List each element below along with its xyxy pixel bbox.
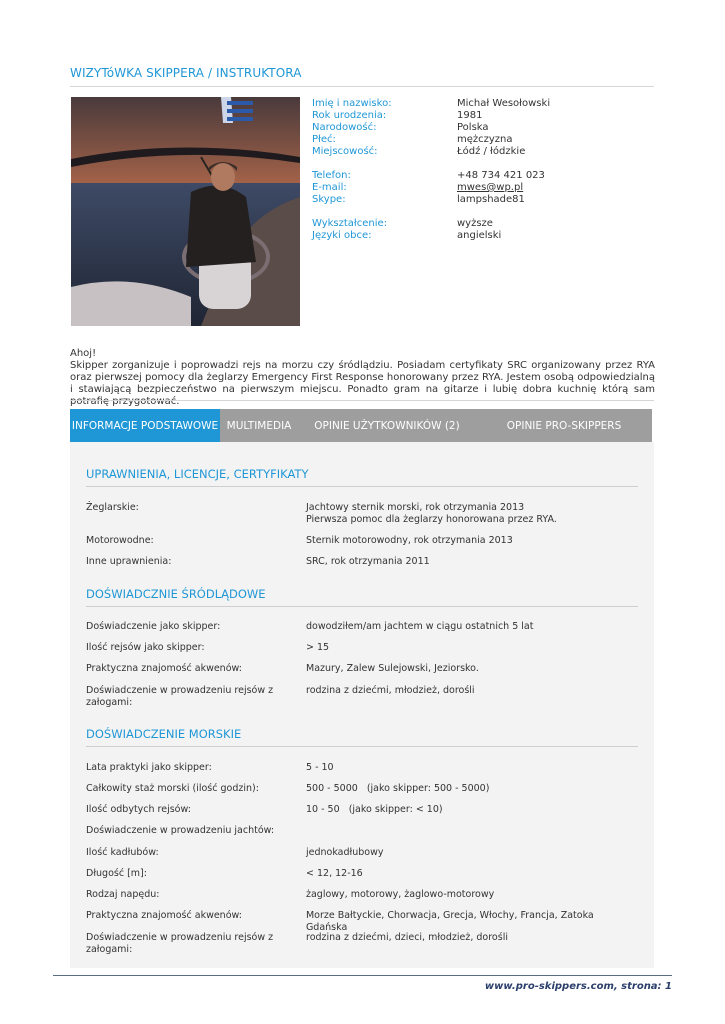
email-link[interactable]: mwes@wp.pl (457, 182, 524, 193)
row-value: rodzina z dziećmi, dzieci, młodzież, dorośli (306, 932, 508, 943)
row-value: Sternik motorowodny, rok otrzymania 2013 (306, 535, 513, 546)
row-label: Lata praktyki jako skipper: (86, 762, 212, 773)
row-value: SRC, rok otrzymania 2011 (306, 556, 430, 567)
row-value: rodzina z dziećmi, młodzież, dorośli (306, 685, 475, 696)
title-divider (70, 86, 654, 87)
field-label: Narodowość: (312, 122, 377, 133)
row-label: Ilość odbytych rejsów: (86, 804, 191, 815)
field-value: Łódź / łódzkie (457, 146, 526, 157)
field-label: Wykształcenie: (312, 218, 388, 229)
row-label: Ilość rejsów jako skipper: (86, 642, 205, 653)
row-value: Morze Bałtyckie, Chorwacja, Grecja, Włochy, Francja, Zatoka Gdańska (305, 910, 594, 933)
row-value-line: Pierwsza pomoc dla żeglarzy honorowana przez RYA. (306, 514, 557, 525)
row-value: 5 - 10 (306, 762, 334, 773)
data-row (86, 889, 638, 901)
data-row (86, 685, 638, 709)
row-value: jednokadłubowy (306, 847, 384, 858)
row-label: Doświadczenie jako skipper: (86, 621, 221, 632)
row-label: Praktyczna znajomość akwenów: (86, 663, 242, 674)
field-label: Miejscowość: (312, 146, 378, 157)
data-row (86, 847, 638, 859)
section-divider (86, 486, 638, 487)
field-value: +48 734 421 023 (457, 170, 545, 181)
tab-multimedia[interactable] (220, 409, 298, 442)
row-value: 10 - 50 (jako skipper: < 10) (306, 804, 443, 815)
tab-user-reviews[interactable] (298, 409, 476, 442)
data-row (86, 910, 638, 934)
footer-divider (53, 975, 672, 976)
field-label: Telefon: (312, 170, 351, 181)
field-label: Rok urodzenia: (312, 110, 387, 121)
intro-greeting: Ahoj! (70, 348, 97, 359)
field-gender (312, 134, 550, 146)
row-label: Długość [m]: (86, 868, 147, 879)
field-skype (312, 194, 550, 206)
tab-basic-info[interactable] (70, 409, 220, 442)
data-row (86, 932, 638, 956)
row-value-line: Jachtowy sternik morski, rok otrzymania 2013 (306, 502, 525, 513)
tab-bar (70, 409, 652, 442)
page-title: WIZYTóWKA SKIPPERA / INSTRUKTORA (70, 66, 302, 80)
field-phone (312, 170, 550, 182)
profile-photo (71, 97, 300, 326)
field-label: Skype: (312, 194, 346, 205)
data-row (86, 783, 638, 795)
section-title: DOŚWIADCZNIE ŚRÓDLĄDOWE (86, 587, 266, 601)
section-title: DOŚWIADCZENIE MORSKIE (86, 727, 242, 741)
intro-divider (70, 400, 654, 401)
row-value: dowodziłem/am jachtem w ciągu ostatnich 5 lat (306, 621, 534, 632)
section-sea (86, 727, 638, 747)
row-label: Rodzaj napędu: (86, 889, 160, 900)
data-row (86, 621, 638, 633)
row-label-line: załogami: (86, 944, 133, 955)
row-value (306, 502, 557, 526)
section-inland (86, 587, 638, 607)
data-row (86, 825, 638, 837)
tab-label: OPINIE PRO-SKIPPERS (506, 419, 622, 432)
data-row (86, 804, 638, 816)
field-label: E-mail: (312, 182, 347, 193)
data-row (86, 663, 638, 675)
info-panel (70, 442, 654, 968)
data-row (86, 868, 638, 880)
data-row (86, 556, 638, 568)
field-value: angielski (457, 230, 502, 241)
field-languages (312, 230, 550, 242)
data-row (86, 762, 638, 774)
field-value: Michał Wesołowski (457, 98, 551, 109)
field-value: Polska (457, 122, 489, 133)
row-value: < 12, 12-16 (306, 868, 363, 879)
row-label (86, 685, 306, 709)
intro-body: Skipper zorganizuje i poprowadzi rejs na morzu czy śródlądziu. Posiadam certyfikaty SRC organizowany przez RYA oraz pierwszej pomocy dla żeglarzy Emergency First Response honorowany przez RYA. Jestem osobą odpowiedzialną i stawiającą bezpieczeństwo na pierwszym miejscu. Ponadto gram na gitarze i lubię dobra kuchnię którą sam potrafię przygotować. (70, 360, 655, 407)
row-value: Mazury, Zalew Sulejowski, Jeziorsko. (306, 663, 479, 674)
field-city (312, 146, 550, 158)
section-licenses (86, 467, 638, 487)
field-value: lampshade81 (457, 194, 525, 205)
data-row (86, 535, 638, 547)
row-label: Inne uprawnienia: (86, 556, 172, 567)
field-birth-year (312, 110, 550, 122)
row-label (86, 932, 306, 956)
row-label: Ilość kadłubów: (86, 847, 159, 858)
row-label: Żeglarskie: (86, 502, 139, 513)
row-label: Praktyczna znajomość akwenów: (86, 910, 242, 921)
field-email (312, 182, 550, 194)
row-label-line: Doświadczenie w prowadzeniu rejsów z (86, 932, 274, 943)
row-label: Całkowity staż morski (ilość godzin): (86, 783, 259, 794)
tab-label: INFORMACJE PODSTAWOWE (71, 419, 219, 432)
row-value: 500 - 5000 (jako skipper: 500 - 5000) (306, 783, 490, 794)
row-label-line: Doświadczenie w prowadzeniu rejsów z (86, 685, 274, 696)
field-label: Języki obce: (312, 230, 372, 241)
row-label: Motorowodne: (86, 535, 154, 546)
field-label: Imię i nazwisko: (312, 98, 392, 109)
profile-info (312, 98, 550, 242)
tab-label: MULTIMEDIA (226, 419, 292, 432)
row-label: Doświadczenie w prowadzeniu jachtów: (86, 825, 275, 836)
section-divider (86, 606, 638, 607)
field-value: 1981 (457, 110, 483, 121)
row-value: żaglowy, motorowy, żaglowo-motorowy (306, 889, 495, 900)
tab-pro-skippers-reviews[interactable] (476, 409, 652, 442)
field-value: wyższe (457, 218, 493, 229)
section-title: UPRAWNIENIA, LICENCJE, CERTYFIKATY (86, 467, 309, 481)
row-value: > 15 (306, 642, 330, 653)
footer-text: www.pro-skippers.com, strona: 1 (484, 981, 672, 992)
intro-text (70, 348, 655, 408)
data-row (86, 502, 638, 526)
field-name (312, 98, 550, 110)
field-label: Płeć: (312, 134, 336, 145)
field-value: mężczyzna (457, 134, 513, 145)
row-label-line: załogami: (86, 697, 133, 708)
field-education (312, 218, 550, 230)
tab-label: OPINIE UŻYTKOWNIKÓW (2) (314, 419, 460, 432)
section-divider (86, 746, 638, 747)
field-nationality (312, 122, 550, 134)
data-row (86, 642, 638, 654)
